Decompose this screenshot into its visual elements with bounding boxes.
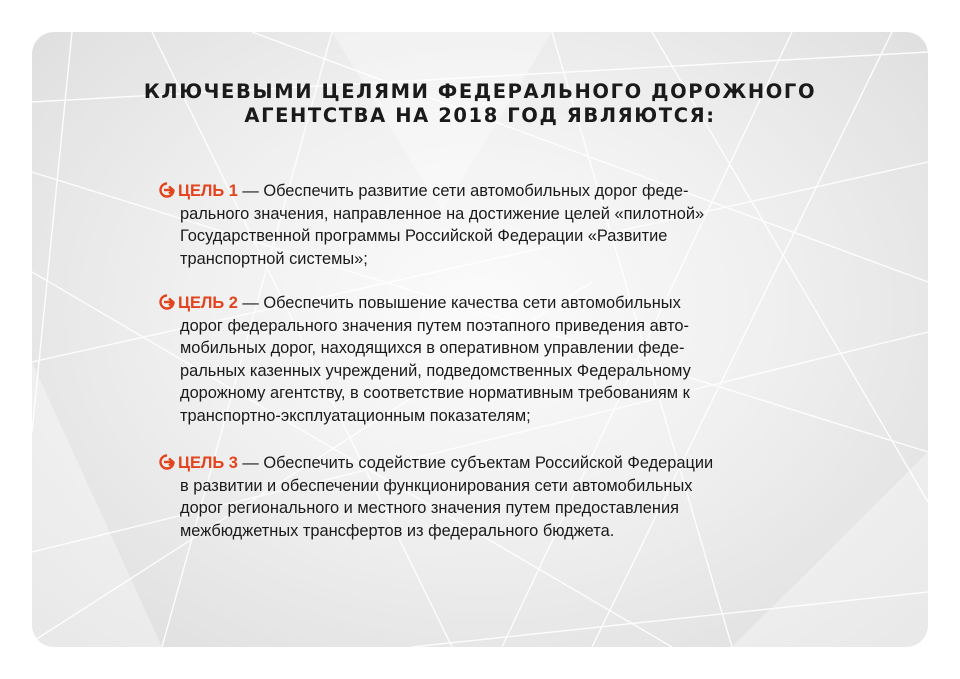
goal-1-label: ЦЕЛЬ 1 (178, 182, 238, 200)
goal-1-line-1 (159, 180, 809, 203)
arrow-circle-right-icon (159, 182, 175, 198)
goal-2-line-6: транспортно-эксплуатационным показателям; (180, 406, 531, 425)
goal-2-line-2: дорог федерального значения путем поэтапного приведения авто- (180, 316, 689, 335)
goal-1-line-4: транспортной системы»; (180, 249, 368, 268)
goal-1-text-1: — Обеспечить развитие сети автомобильных дорог феде- (237, 182, 689, 200)
page-title (32, 80, 928, 128)
goal-1-line-2: рального значения, направленное на достижение целей «пилотной» (180, 204, 705, 223)
arrow-circle-right-icon (159, 294, 175, 310)
goal-2-label: ЦЕЛЬ 2 (178, 294, 238, 312)
goal-2-line-3: мобильных дорог, находящихся в оперативном управлении феде- (180, 339, 685, 357)
goal-3-line-3: дорог регионального и местного значения путем предоставления (180, 499, 680, 517)
goal-2-line-4: ральных казенных учреждений, подведомственных Федеральному (180, 361, 691, 380)
goal-3-label: ЦЕЛЬ 3 (178, 454, 238, 472)
goal-3 (159, 452, 809, 542)
goal-1-line-3: Государственной программы Российской Федерации «Развитие (180, 227, 668, 245)
goal-3-line-2: в развитии и обеспечении функционирования сети автомобильных (180, 476, 693, 495)
page-title-line-1: КЛЮЧЕВЫМИ ЦЕЛЯМИ ФЕДЕРАЛЬНОГО ДОРОЖНОГО (143, 80, 817, 103)
goal-2-text-1: — Обеспечить повышение качества сети автомобильных (237, 294, 681, 312)
content-card (32, 32, 928, 647)
goal-3-line-4: межбюджетных трансфертов из федерального бюджета. (180, 521, 615, 540)
goal-2 (159, 292, 809, 427)
goal-2-line-1 (159, 292, 809, 315)
arrow-circle-right-icon (159, 454, 175, 470)
page-title-line-2: АГЕНТСТВА НА 2018 ГОД ЯВЛЯЮТСЯ: (244, 104, 716, 127)
goal-1 (159, 180, 809, 270)
goal-2-line-5: дорожному агентству, в соответствие нормативным требованиям к (180, 384, 690, 402)
goal-3-text-1: — Обеспечить содействие субъектам Российской Федерации (237, 454, 714, 472)
goal-3-line-1 (159, 452, 809, 475)
